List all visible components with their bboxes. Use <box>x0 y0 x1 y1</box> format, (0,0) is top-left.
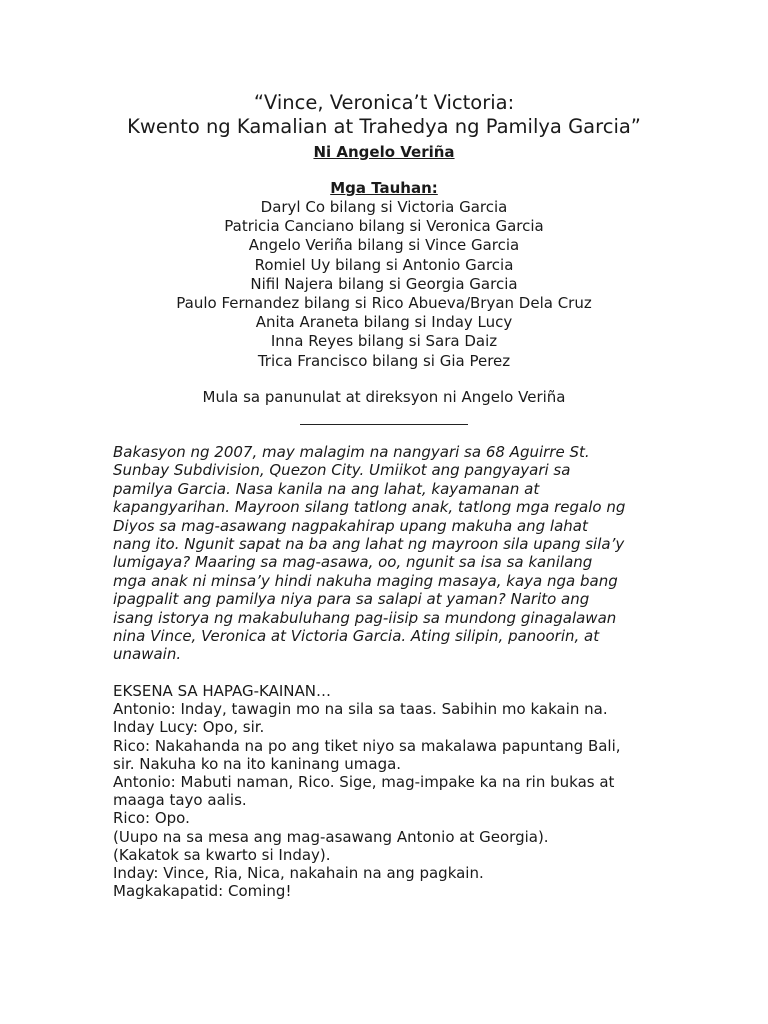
dialogue-line: sir. Nakuha ko na ito kaninang umaga. <box>113 754 402 773</box>
cast-item: Anita Araneta bilang si Inday Lucy <box>255 313 513 332</box>
synopsis-line: ipagpalit ang pamilya niya para sa salapi at yaman? Narito ang <box>113 590 590 609</box>
cast-item: Inna Reyes bilang si Sara Daiz <box>270 332 498 351</box>
author-byline: Ni Angelo Veriña <box>313 143 455 161</box>
writer-director-credit: Mula sa panunulat at direksyon ni Angelo Veriña <box>202 388 566 406</box>
synopsis-line: lumigaya? Maaring sa mag-asawa, oo, ngunit sa isa sa kanilang <box>113 553 593 572</box>
cast-item: Nifil Najera bilang si Georgia Garcia <box>250 274 518 293</box>
synopsis-line: Bakasyon ng 2007, may malagim na nangyari sa 68 Aguirre St. <box>113 443 590 461</box>
stage-direction: (Kakatok sa kwarto si Inday). <box>113 845 331 864</box>
horizontal-rule <box>300 424 468 425</box>
synopsis-line: kapangyarihan. Mayroon silang tatlong anak, tatlong mga regalo ng <box>113 498 626 517</box>
dialogue-line: Inday Lucy: Opo, sir. <box>113 718 265 737</box>
dialogue-line: Magkakapatid: Coming! <box>113 882 292 901</box>
dialogue-line: Rico: Nakahanda na po ang tiket niyo sa makalawa papuntang Bali, <box>113 736 621 755</box>
scene-script <box>113 682 661 900</box>
dialogue-line: Antonio: Inday, tawagin mo na sila sa taas. Sabihin mo kakain na. <box>113 700 608 719</box>
title-line-1: “Vince, Veronica’t Victoria: <box>253 91 515 114</box>
dialogue-line: Antonio: Mabuti naman, Rico. Sige, mag-impake ka na rin bukas at <box>113 773 615 792</box>
cast-item: Trica Francisco bilang si Gia Perez <box>257 351 511 370</box>
scene-heading: EKSENA SA HAPAG-KAINAN… <box>113 682 332 700</box>
synopsis-line: nang ito. Ngunit sapat na ba ang lahat ng mayroon sila upang sila’y <box>113 535 625 554</box>
cast-item: Patricia Canciano bilang si Veronica Garcia <box>224 217 544 236</box>
cast-section <box>0 178 768 371</box>
title-line-2: Kwento ng Kamalian at Trahedya ng Pamilya Garcia” <box>127 115 641 138</box>
synopsis-line: isang istorya ng makabuluhang pag-iisip sa mundong ginagalawan <box>113 608 617 627</box>
stage-direction: (Uupo na sa mesa ang mag-asawang Antonio at Georgia). <box>113 827 549 846</box>
cast-list <box>0 198 768 371</box>
cast-item: Paulo Fernandez bilang si Rico Abueva/Bryan Dela Cruz <box>176 294 592 313</box>
synopsis-line: Diyos sa mag-asawang nagpakahirap upang makuha ang lahat <box>113 516 588 535</box>
cast-item: Daryl Co bilang si Victoria Garcia <box>260 198 508 216</box>
dialogue-line: Rico: Opo. <box>113 809 190 828</box>
dialogue-line: maaga tayo aalis. <box>113 791 247 810</box>
cast-item: Angelo Veriña bilang si Vince Garcia <box>248 236 520 255</box>
title-block <box>0 91 768 163</box>
cast-heading: Mga Tauhan: <box>330 179 438 197</box>
dialogue-line: Inday: Vince, Ria, Nica, nakahain na ang pagkain. <box>113 864 484 883</box>
synopsis-line: unawain. <box>113 645 182 664</box>
synopsis-line: Sunbay Subdivision, Quezon City. Umiikot ang pangyayari sa <box>113 461 571 480</box>
synopsis-line: mga anak ni minsa’y hindi nakuha maging masaya, kaya nga bang <box>113 571 618 590</box>
cast-item: Romiel Uy bilang si Antonio Garcia <box>254 255 514 274</box>
synopsis-line: nina Vince, Veronica at Victoria Garcia. Ating silipin, panoorin, at <box>113 627 600 646</box>
synopsis-line: pamilya Garcia. Nasa kanila na ang lahat, kayamanan at <box>113 479 540 498</box>
synopsis-paragraph <box>113 443 661 664</box>
